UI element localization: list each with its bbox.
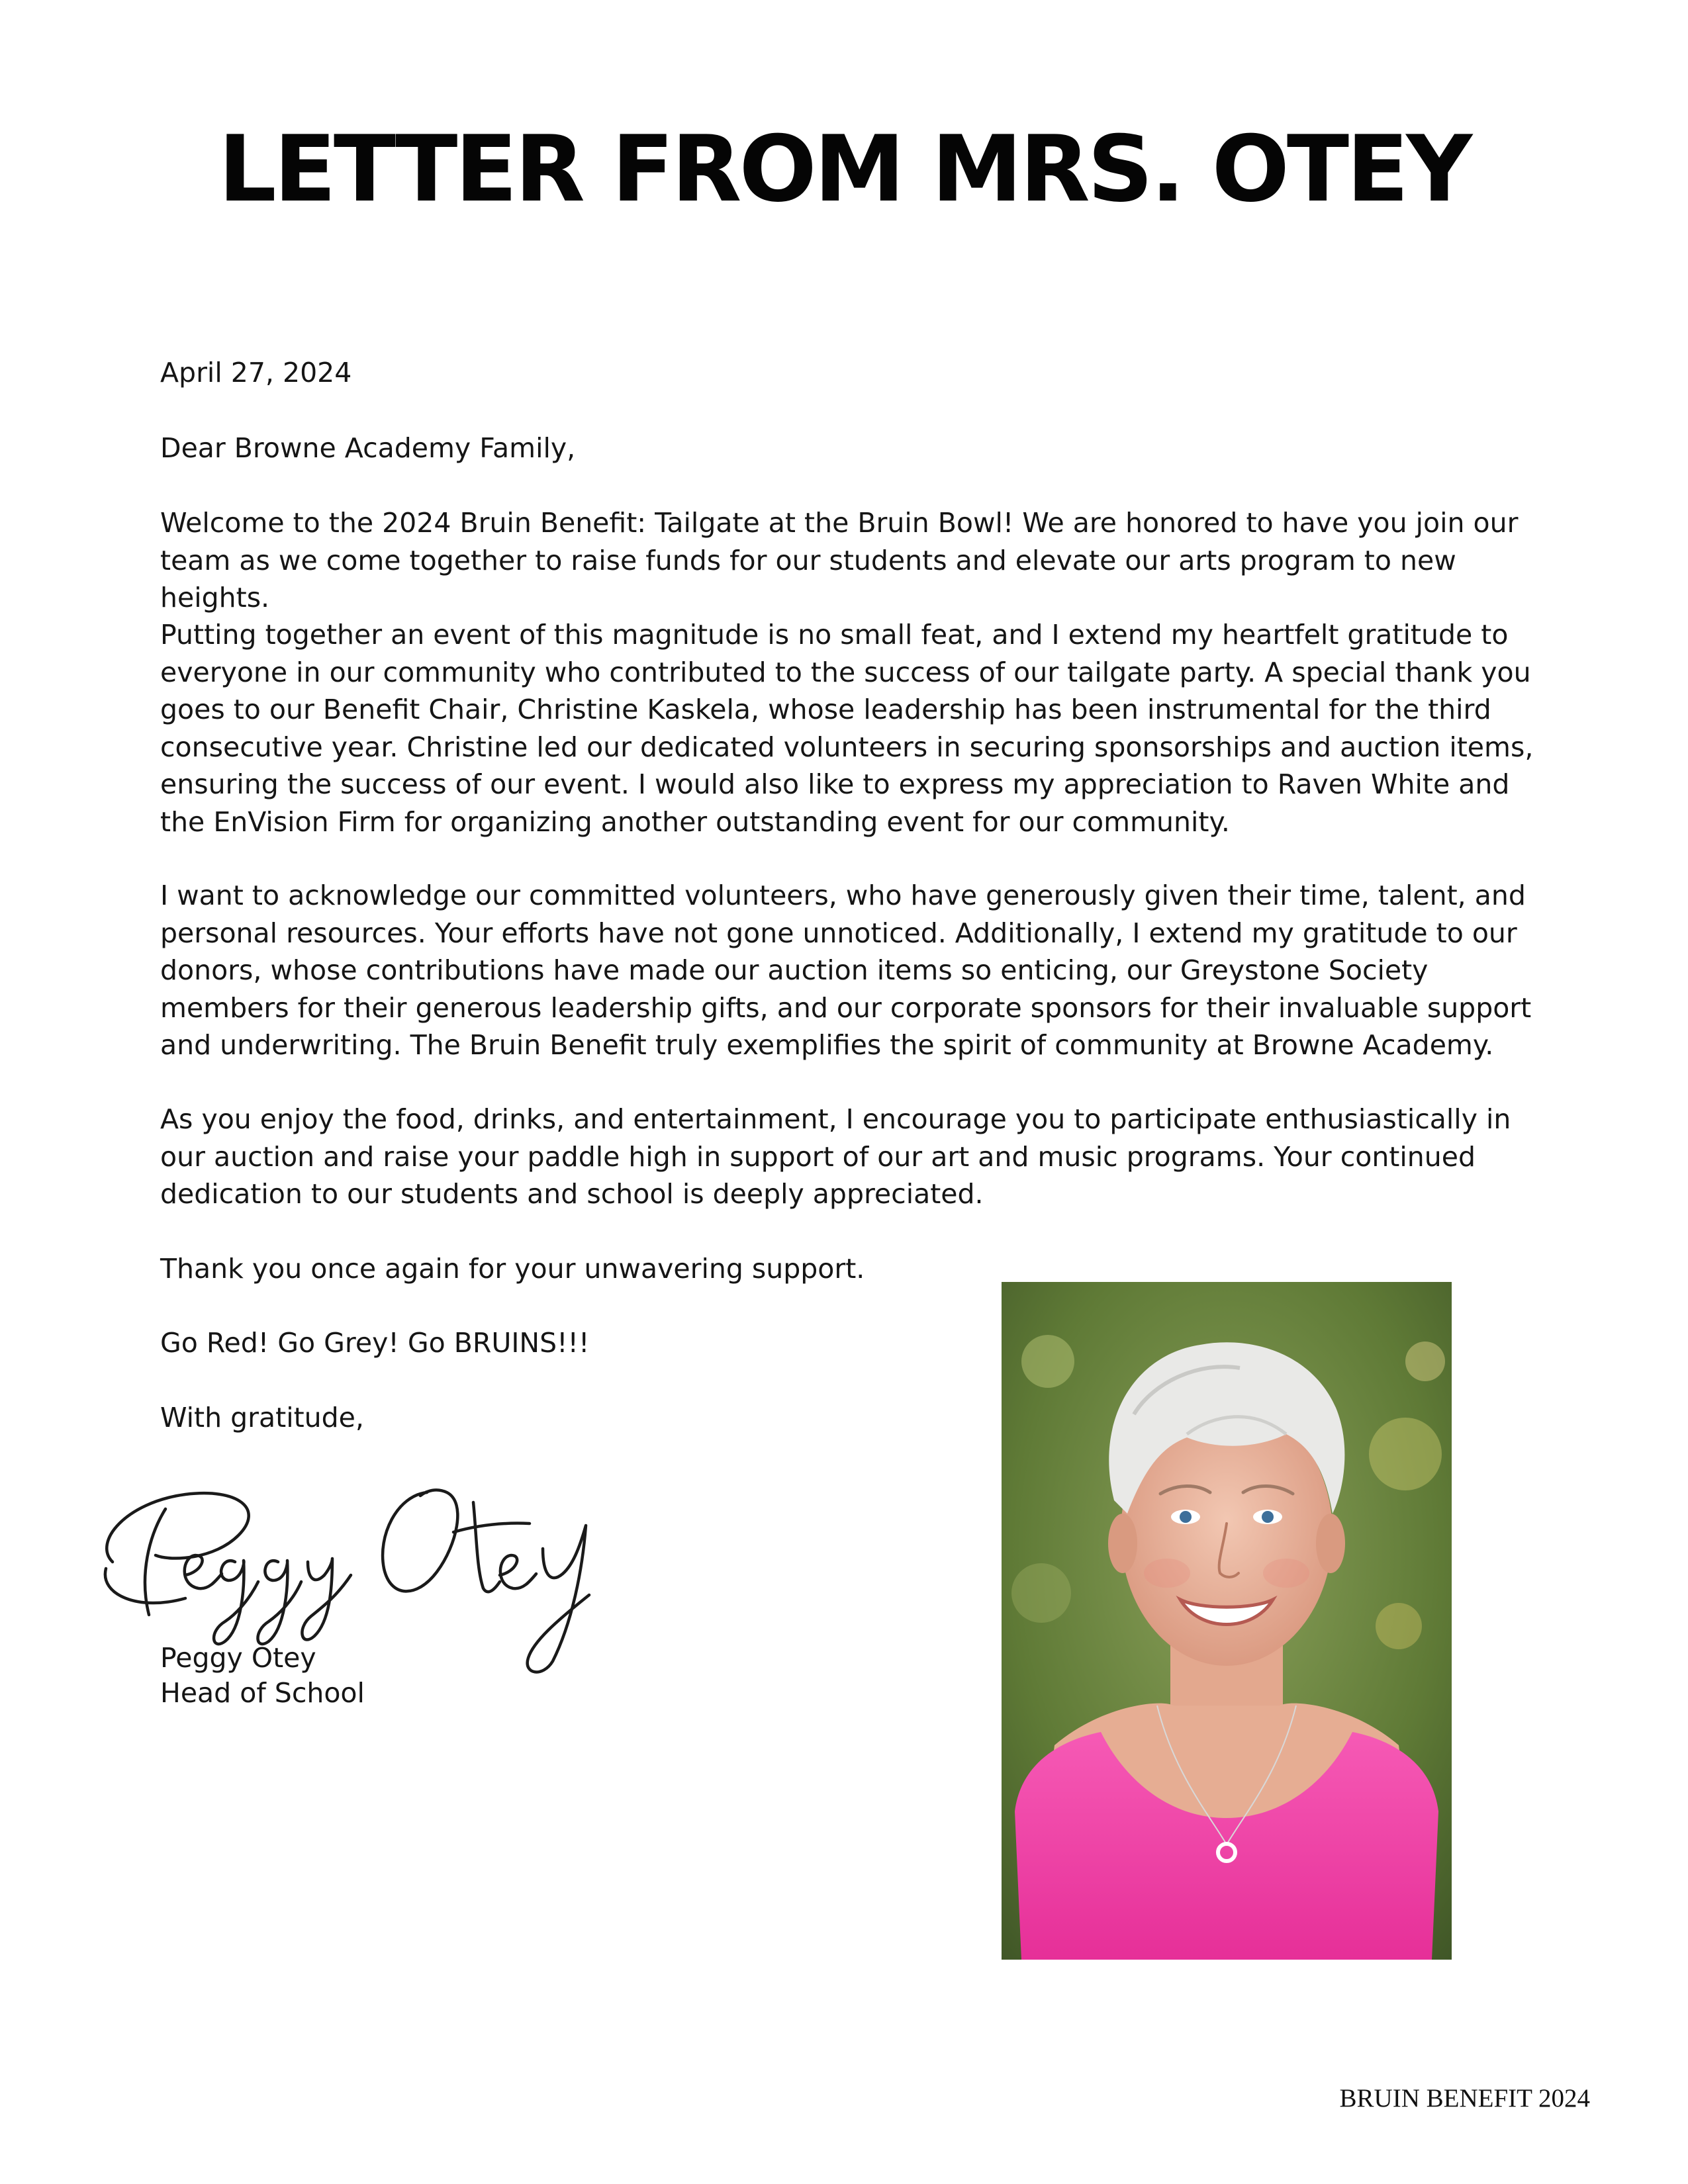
paragraph-auction: As you enjoy the food, drinks, and entertainment, I encourage you to participate enthusiastically in our auction and raise your paddle high in support of our art and music programs. Your continued dedication to our students and school is deeply appreciated. xyxy=(160,1103,1511,1210)
portrait-photo xyxy=(1002,1282,1452,1960)
paragraph-gratitude: Putting together an event of this magnitude is no small feat, and I extend my heartfelt gratitude to everyone in our community who contributed to the success of our tailgate party. A special thank you goes to our Benefit Chair, Christine Kaskela, whose leadership has been instrumental for the third consecutive year. Christine led our dedicated volunteers in securing sponsorships and auction items, ensuring the success of our event. I would also like to express my appreciation to Raven White and the EnVision Firm for organizing another outstanding event for our community. xyxy=(160,619,1534,838)
letter-date: April 27, 2024 xyxy=(160,357,352,388)
letter-cheer: Go Red! Go Grey! Go BRUINS!!! xyxy=(160,1327,590,1359)
footer-text: BRUIN BENEFIT 2024 xyxy=(1339,2084,1590,2113)
signer-title: Head of School xyxy=(160,1677,365,1709)
paragraph-welcome: Welcome to the 2024 Bruin Benefit: Tailgate at the Bruin Bowl! We are honored to have you join our team as we come together to raise funds for our students and elevate our arts program to new heights. xyxy=(160,507,1519,614)
page-title: LETTER FROM MRS. OTEY xyxy=(218,116,1470,222)
paragraph-volunteers: I want to acknowledge our committed volunteers, who have generously given their time, talent, and personal resources. Your efforts have not gone unnoticed. Additionally, I extend my gratitude to our donors, whose contributions have made our auction items so enticing, our Greystone Society members for their generous leadership gifts, and our corporate sponsors for their invaluable support and underwriting. The Bruin Benefit truly exemplifies the spirit of community at Browne Academy. xyxy=(160,880,1532,1061)
letter-thanks: Thank you once again for your unwavering support. xyxy=(160,1253,865,1285)
letter-closing: With gratitude, xyxy=(160,1402,364,1433)
letter-salutation: Dear Browne Academy Family, xyxy=(160,432,576,464)
signer-name: Peggy Otey xyxy=(160,1642,316,1674)
